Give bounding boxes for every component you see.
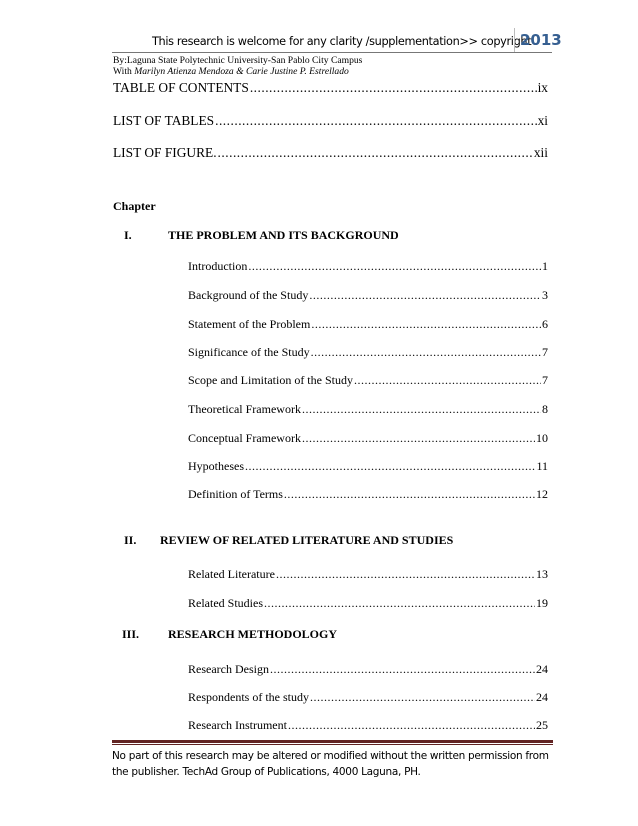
- byline-author-names: Marilyn Atienza Mendoza & Carie Justine P. Estrellado: [134, 66, 349, 77]
- toc-entry-page: 12: [536, 487, 548, 501]
- toc-entry[interactable]: [188, 402, 548, 417]
- toc-entry-label: Conceptual Framework: [188, 431, 301, 445]
- dot-leader: [288, 718, 535, 733]
- toc-entry-list-of-figure[interactable]: [113, 145, 548, 161]
- toc-entry-list-of-tables[interactable]: [113, 113, 548, 129]
- toc-entry[interactable]: [188, 690, 548, 705]
- toc-entry-page: xii: [533, 145, 548, 160]
- toc-entry-page: 10: [536, 431, 548, 445]
- toc-entry-label: Scope and Limitation of the Study: [188, 373, 353, 387]
- chapter-numeral: II.: [124, 533, 137, 547]
- header-year: 2013: [514, 28, 552, 52]
- toc-entry-label: Research Design: [188, 662, 269, 676]
- toc-entry-label: Definition of Terms: [188, 487, 283, 501]
- dot-leader: [245, 459, 535, 474]
- toc-entry-label: Related Literature: [188, 567, 275, 581]
- footer-rule-thin: [112, 744, 553, 745]
- toc-entry-page: 11: [536, 459, 548, 473]
- header-text: This research is welcome for any clarity /supplementation>> copyright: [152, 35, 532, 48]
- dot-leader: [264, 596, 535, 611]
- toc-entry-page: 19: [536, 596, 548, 610]
- toc-entry-page: 13: [536, 567, 548, 581]
- toc-entry[interactable]: [188, 259, 548, 274]
- chapter-title[interactable]: REVIEW OF RELATED LITERATURE AND STUDIES: [160, 533, 454, 547]
- toc-entry[interactable]: [188, 487, 548, 502]
- toc-entry-label: TABLE OF CONTENTS: [113, 80, 249, 95]
- toc-entry-label: LIST OF TABLES: [113, 113, 215, 128]
- toc-entry[interactable]: [188, 288, 548, 303]
- dot-leader: [311, 317, 541, 332]
- toc-entry-label: Respondents of the study: [188, 690, 309, 704]
- dot-leader: [218, 145, 533, 161]
- toc-entry[interactable]: [188, 662, 548, 677]
- dot-leader: [284, 487, 535, 502]
- dot-leader: [310, 690, 535, 705]
- header-rule: [112, 52, 552, 53]
- toc-entry-label: Introduction: [188, 259, 248, 273]
- dot-leader: [311, 345, 541, 360]
- page-footer: No part of this research may be altered or modified without the written permission from the publisher. TechAd Group of Publications, 4000 Laguna, PH.: [112, 750, 549, 778]
- toc-entry-label: LIST OF FIGURE.: [113, 145, 217, 160]
- toc-entry-label: Theoretical Framework: [188, 402, 301, 416]
- toc-entry[interactable]: [188, 567, 548, 582]
- dot-leader: [309, 288, 541, 303]
- chapter-numeral: III.: [122, 627, 140, 641]
- dot-leader: [250, 80, 537, 96]
- toc-entry[interactable]: [188, 345, 548, 360]
- toc-entry-page: 25: [536, 718, 548, 732]
- chapter-title[interactable]: THE PROBLEM AND ITS BACKGROUND: [168, 228, 399, 242]
- toc-entry-page: 24: [536, 662, 548, 676]
- chapter-title[interactable]: RESEARCH METHODOLOGY: [168, 627, 338, 641]
- toc-entry-page: xi: [537, 113, 548, 128]
- toc-entry[interactable]: [188, 317, 548, 332]
- toc-entry[interactable]: [188, 373, 548, 388]
- toc-entry-page: 6: [542, 317, 548, 331]
- toc-entry-page: 8: [542, 402, 548, 416]
- dot-leader: [215, 113, 536, 129]
- byline-authors: [113, 66, 349, 77]
- toc-entry-page: 3: [542, 288, 548, 302]
- toc-entry-page: 7: [542, 345, 548, 359]
- toc-entry[interactable]: [188, 596, 548, 611]
- toc-entry[interactable]: [188, 431, 548, 446]
- dot-leader: [354, 373, 541, 388]
- dot-leader: [302, 431, 535, 446]
- toc-entry-label: Background of the Study: [188, 288, 309, 302]
- chapter-heading: Chapter: [113, 199, 156, 213]
- toc-entry-label: Statement of the Problem: [188, 317, 311, 331]
- toc-entry-label: Research Instrument: [188, 718, 287, 732]
- dot-leader: [248, 259, 541, 274]
- byline-prefix: With: [113, 66, 135, 77]
- dot-leader: [302, 402, 541, 417]
- dot-leader: [270, 662, 535, 677]
- toc-entry-page: 24: [536, 690, 548, 704]
- toc-entry-label: Hypotheses: [188, 459, 244, 473]
- footer-rule-thick: [112, 740, 553, 743]
- page-header: [112, 28, 562, 52]
- toc-entry-label: Significance of the Study: [188, 345, 310, 359]
- toc-entry-table-of-contents[interactable]: [113, 80, 548, 96]
- toc-entry-label: Related Studies: [188, 596, 263, 610]
- toc-entry[interactable]: [188, 718, 548, 733]
- toc-entry-page: 7: [542, 373, 548, 387]
- toc-entry-page: 1: [542, 259, 548, 273]
- dot-leader: [276, 567, 535, 582]
- byline-institution: By:Laguna State Polytechnic University-San Pablo City Campus: [113, 55, 363, 66]
- toc-entry-page: ix: [537, 80, 548, 95]
- toc-entry[interactable]: [188, 459, 548, 474]
- chapter-numeral: I.: [124, 228, 132, 242]
